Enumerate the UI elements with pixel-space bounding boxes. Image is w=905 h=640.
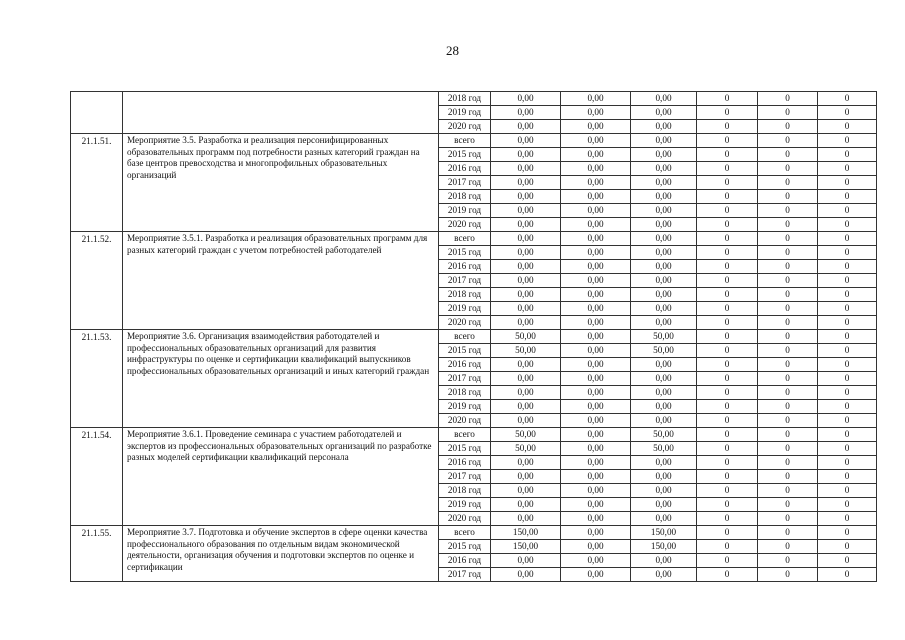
value-cell: 0 (697, 274, 758, 288)
value-cell: 0 (697, 302, 758, 316)
value-cell: 0 (758, 148, 818, 162)
value-cell: 0,00 (491, 92, 561, 106)
value-cell: 150,00 (631, 526, 697, 540)
value-cell: 0 (697, 120, 758, 134)
value-cell: 0,00 (561, 232, 631, 246)
value-cell: 0 (697, 428, 758, 442)
period-cell: 2019 год (439, 498, 491, 512)
value-cell: 0 (697, 386, 758, 400)
period-cell: всего (439, 330, 491, 344)
period-cell: 2018 год (439, 92, 491, 106)
value-cell: 0 (818, 484, 877, 498)
value-cell: 0,00 (631, 246, 697, 260)
value-cell: 0 (818, 246, 877, 260)
value-cell: 0 (758, 470, 818, 484)
value-cell: 0,00 (561, 274, 631, 288)
value-cell: 0,00 (491, 498, 561, 512)
value-cell: 0,00 (631, 162, 697, 176)
value-cell: 0 (818, 218, 877, 232)
value-cell: 0 (697, 358, 758, 372)
value-cell: 0 (697, 218, 758, 232)
value-cell: 0,00 (561, 400, 631, 414)
value-cell: 0 (758, 344, 818, 358)
value-cell: 0 (758, 288, 818, 302)
value-cell: 0 (697, 400, 758, 414)
value-cell: 0 (697, 512, 758, 526)
value-cell: 0,00 (561, 176, 631, 190)
value-cell: 0,00 (631, 106, 697, 120)
measure-code (71, 92, 123, 134)
value-cell: 0,00 (631, 260, 697, 274)
value-cell: 0 (758, 330, 818, 344)
period-cell: 2015 год (439, 246, 491, 260)
period-cell: 2016 год (439, 162, 491, 176)
value-cell: 0 (818, 302, 877, 316)
value-cell: 0 (758, 554, 818, 568)
value-cell: 0 (818, 232, 877, 246)
value-cell: 0 (758, 176, 818, 190)
period-cell: 2017 год (439, 372, 491, 386)
value-cell: 0,00 (561, 162, 631, 176)
measure-description: Мероприятие 3.6.1. Проведение семинара с участием работодателей и экспертов из профессиональных образовательных организаций по разработке разных моделей сертификации квалификаций персонала (123, 428, 439, 526)
value-cell: 0 (697, 134, 758, 148)
value-cell: 0 (697, 246, 758, 260)
budget-table (70, 91, 877, 582)
value-cell: 0 (697, 106, 758, 120)
period-cell: 2018 год (439, 288, 491, 302)
value-cell: 0,00 (491, 204, 561, 218)
value-cell: 0,00 (561, 358, 631, 372)
value-cell: 0,00 (491, 106, 561, 120)
value-cell: 0,00 (561, 246, 631, 260)
value-cell: 0,00 (491, 148, 561, 162)
value-cell: 0 (697, 554, 758, 568)
value-cell: 0,00 (561, 484, 631, 498)
value-cell: 0 (697, 330, 758, 344)
value-cell: 50,00 (631, 442, 697, 456)
value-cell: 0,00 (631, 134, 697, 148)
table-row (71, 92, 877, 106)
value-cell: 0 (818, 134, 877, 148)
period-cell: 2019 год (439, 302, 491, 316)
value-cell: 0,00 (561, 512, 631, 526)
value-cell: 0,00 (561, 316, 631, 330)
measure-code: 21.1.52. (71, 232, 123, 330)
period-cell: 2020 год (439, 512, 491, 526)
value-cell: 0,00 (561, 302, 631, 316)
period-cell: 2020 год (439, 414, 491, 428)
value-cell: 0 (818, 274, 877, 288)
table-row (71, 428, 877, 442)
value-cell: 0 (758, 274, 818, 288)
period-cell: 2015 год (439, 148, 491, 162)
value-cell: 0 (818, 106, 877, 120)
value-cell: 0,00 (561, 190, 631, 204)
value-cell: 0 (818, 92, 877, 106)
value-cell: 0,00 (561, 288, 631, 302)
period-cell: 2015 год (439, 442, 491, 456)
value-cell: 0,00 (631, 568, 697, 582)
value-cell: 50,00 (491, 442, 561, 456)
value-cell: 0,00 (491, 134, 561, 148)
value-cell: 0,00 (561, 120, 631, 134)
value-cell: 0 (758, 232, 818, 246)
value-cell: 0,00 (631, 274, 697, 288)
value-cell: 0 (697, 484, 758, 498)
value-cell: 0 (818, 442, 877, 456)
value-cell: 0 (758, 302, 818, 316)
value-cell: 0 (758, 162, 818, 176)
period-cell: 2017 год (439, 470, 491, 484)
period-cell: всего (439, 428, 491, 442)
value-cell: 0 (818, 512, 877, 526)
value-cell: 0,00 (631, 218, 697, 232)
value-cell: 0,00 (491, 456, 561, 470)
value-cell: 0 (758, 498, 818, 512)
value-cell: 0 (818, 330, 877, 344)
value-cell: 0 (818, 176, 877, 190)
period-cell: 2018 год (439, 386, 491, 400)
value-cell: 0,00 (561, 372, 631, 386)
value-cell: 0,00 (491, 190, 561, 204)
value-cell: 0,00 (491, 288, 561, 302)
value-cell: 0 (818, 372, 877, 386)
value-cell: 0,00 (631, 498, 697, 512)
value-cell: 0 (758, 260, 818, 274)
value-cell: 0 (697, 526, 758, 540)
value-cell: 50,00 (631, 428, 697, 442)
value-cell: 0 (697, 456, 758, 470)
value-cell: 0,00 (561, 554, 631, 568)
value-cell: 0,00 (491, 470, 561, 484)
value-cell: 0 (758, 190, 818, 204)
value-cell: 0,00 (561, 568, 631, 582)
value-cell: 0 (758, 372, 818, 386)
value-cell: 0,00 (491, 176, 561, 190)
table-row (71, 232, 877, 246)
measure-description: Мероприятие 3.6. Организация взаимодействия работодателей и профессиональных образовательных организаций для развития инфраструктуры по оценке и сертификации квалификаций выпускников профессиональных образовательных организаций и иных категорий граждан (123, 330, 439, 428)
value-cell: 0 (758, 512, 818, 526)
value-cell: 0 (818, 190, 877, 204)
value-cell: 0,00 (561, 204, 631, 218)
value-cell: 0 (697, 540, 758, 554)
value-cell: 0,00 (561, 386, 631, 400)
value-cell: 0 (697, 176, 758, 190)
period-cell: 2018 год (439, 484, 491, 498)
period-cell: 2020 год (439, 218, 491, 232)
period-cell: 2016 год (439, 456, 491, 470)
value-cell: 0,00 (631, 190, 697, 204)
value-cell: 0 (818, 260, 877, 274)
value-cell: 0 (758, 316, 818, 330)
period-cell: всего (439, 134, 491, 148)
value-cell: 50,00 (631, 344, 697, 358)
value-cell: 0,00 (631, 92, 697, 106)
period-cell: 2019 год (439, 204, 491, 218)
value-cell: 0 (818, 120, 877, 134)
period-cell: 2015 год (439, 344, 491, 358)
value-cell: 0,00 (561, 260, 631, 274)
value-cell: 0 (758, 92, 818, 106)
value-cell: 0,00 (561, 134, 631, 148)
value-cell: 0 (818, 344, 877, 358)
value-cell: 0,00 (491, 246, 561, 260)
value-cell: 0 (818, 540, 877, 554)
value-cell: 50,00 (491, 344, 561, 358)
value-cell: 0 (697, 204, 758, 218)
value-cell: 0 (818, 554, 877, 568)
value-cell: 0 (818, 288, 877, 302)
value-cell: 0 (758, 106, 818, 120)
value-cell: 0 (758, 120, 818, 134)
table-row (71, 134, 877, 148)
value-cell: 0 (758, 400, 818, 414)
value-cell: 0,00 (561, 414, 631, 428)
measure-description: Мероприятие 3.7. Подготовка и обучение экспертов в сфере оценки качества профессионального образования по отдельным видам экономической деятельности, организация обучения и подготовки экспертов по оценке и сертификации (123, 526, 439, 582)
value-cell: 0,00 (631, 456, 697, 470)
value-cell: 0 (818, 526, 877, 540)
value-cell: 0 (758, 358, 818, 372)
period-cell: всего (439, 526, 491, 540)
value-cell: 0,00 (631, 358, 697, 372)
value-cell: 0 (758, 204, 818, 218)
measure-code: 21.1.53. (71, 330, 123, 428)
period-cell: 2015 год (439, 540, 491, 554)
value-cell: 0,00 (491, 512, 561, 526)
period-cell: 2019 год (439, 400, 491, 414)
value-cell: 0,00 (631, 232, 697, 246)
period-cell: 2018 год (439, 190, 491, 204)
period-cell: 2017 год (439, 176, 491, 190)
measure-code: 21.1.54. (71, 428, 123, 526)
value-cell: 0,00 (631, 302, 697, 316)
value-cell: 0 (818, 470, 877, 484)
value-cell: 0 (758, 484, 818, 498)
value-cell: 0,00 (631, 400, 697, 414)
measure-description: Мероприятие 3.5.1. Разработка и реализация образовательных программ для разных категорий граждан с учетом потребностей работодателей (123, 232, 439, 330)
value-cell: 0 (818, 400, 877, 414)
value-cell: 0,00 (561, 344, 631, 358)
value-cell: 0 (758, 526, 818, 540)
value-cell: 0 (818, 204, 877, 218)
value-cell: 0,00 (491, 414, 561, 428)
value-cell: 0 (818, 456, 877, 470)
value-cell: 0,00 (561, 148, 631, 162)
period-cell: 2017 год (439, 274, 491, 288)
value-cell: 0 (697, 470, 758, 484)
value-cell: 0,00 (631, 484, 697, 498)
period-cell: 2017 год (439, 568, 491, 582)
page-number: 28 (446, 43, 459, 58)
value-cell: 0 (818, 568, 877, 582)
value-cell: 50,00 (631, 330, 697, 344)
value-cell: 50,00 (491, 428, 561, 442)
value-cell: 0 (697, 190, 758, 204)
value-cell: 0 (697, 442, 758, 456)
value-cell: 0 (758, 442, 818, 456)
value-cell: 0,00 (561, 92, 631, 106)
value-cell: 0 (697, 260, 758, 274)
value-cell: 0 (697, 372, 758, 386)
table-row (71, 526, 877, 540)
value-cell: 0 (697, 232, 758, 246)
value-cell: 0 (818, 358, 877, 372)
value-cell: 0 (818, 386, 877, 400)
value-cell: 0,00 (631, 288, 697, 302)
value-cell: 0 (758, 134, 818, 148)
period-cell: 2020 год (439, 120, 491, 134)
value-cell: 0,00 (631, 176, 697, 190)
value-cell: 0 (818, 316, 877, 330)
measure-code: 21.1.51. (71, 134, 123, 232)
value-cell: 0,00 (491, 316, 561, 330)
value-cell: 0 (818, 414, 877, 428)
value-cell: 0,00 (491, 386, 561, 400)
period-cell: 2016 год (439, 554, 491, 568)
value-cell: 0 (697, 316, 758, 330)
value-cell: 0 (818, 428, 877, 442)
measure-description (123, 92, 439, 134)
value-cell: 0,00 (561, 456, 631, 470)
value-cell: 0 (758, 456, 818, 470)
value-cell: 0,00 (631, 204, 697, 218)
value-cell: 0 (697, 92, 758, 106)
value-cell: 0 (697, 344, 758, 358)
table-body (71, 92, 877, 582)
value-cell: 0 (818, 162, 877, 176)
value-cell: 0,00 (491, 484, 561, 498)
value-cell: 0 (697, 162, 758, 176)
value-cell: 0,00 (491, 372, 561, 386)
value-cell: 0,00 (491, 302, 561, 316)
value-cell: 150,00 (491, 540, 561, 554)
value-cell: 0,00 (631, 512, 697, 526)
value-cell: 0,00 (491, 162, 561, 176)
period-cell: 2019 год (439, 106, 491, 120)
value-cell: 0 (697, 148, 758, 162)
value-cell: 0 (697, 568, 758, 582)
value-cell: 0,00 (631, 414, 697, 428)
value-cell: 0 (758, 246, 818, 260)
value-cell: 0,00 (491, 274, 561, 288)
value-cell: 0,00 (561, 470, 631, 484)
value-cell: 0,00 (561, 428, 631, 442)
value-cell: 0,00 (491, 554, 561, 568)
value-cell: 0,00 (561, 330, 631, 344)
value-cell: 0 (818, 498, 877, 512)
value-cell: 0 (758, 414, 818, 428)
value-cell: 0,00 (491, 358, 561, 372)
value-cell: 0,00 (631, 470, 697, 484)
period-cell: 2016 год (439, 358, 491, 372)
value-cell: 0 (758, 386, 818, 400)
value-cell: 0,00 (491, 400, 561, 414)
value-cell: 0,00 (491, 232, 561, 246)
value-cell: 0 (758, 218, 818, 232)
value-cell: 0,00 (631, 386, 697, 400)
value-cell: 150,00 (631, 540, 697, 554)
value-cell: 0 (758, 428, 818, 442)
value-cell: 0 (697, 498, 758, 512)
value-cell: 0,00 (491, 120, 561, 134)
value-cell: 0,00 (631, 120, 697, 134)
value-cell: 0,00 (561, 540, 631, 554)
table-row (71, 330, 877, 344)
period-cell: 2016 год (439, 260, 491, 274)
value-cell: 0 (818, 148, 877, 162)
measure-code: 21.1.55. (71, 526, 123, 582)
value-cell: 0 (758, 540, 818, 554)
value-cell: 0,00 (631, 316, 697, 330)
value-cell: 0 (758, 568, 818, 582)
value-cell: 0,00 (491, 260, 561, 274)
period-cell: всего (439, 232, 491, 246)
value-cell: 50,00 (491, 330, 561, 344)
value-cell: 0,00 (631, 148, 697, 162)
value-cell: 0,00 (561, 498, 631, 512)
value-cell: 0,00 (631, 372, 697, 386)
value-cell: 0,00 (561, 526, 631, 540)
value-cell: 150,00 (491, 526, 561, 540)
value-cell: 0 (697, 288, 758, 302)
measure-description: Мероприятие 3.5. Разработка и реализация персонифицированных образовательных программ под потребности разных категорий граждан на базе центров превосходства и многопрофильных образовательных организаций (123, 134, 439, 232)
value-cell: 0,00 (491, 218, 561, 232)
value-cell: 0,00 (631, 554, 697, 568)
value-cell: 0 (697, 414, 758, 428)
value-cell: 0,00 (561, 106, 631, 120)
value-cell: 0,00 (561, 442, 631, 456)
period-cell: 2020 год (439, 316, 491, 330)
value-cell: 0,00 (561, 218, 631, 232)
value-cell: 0,00 (491, 568, 561, 582)
